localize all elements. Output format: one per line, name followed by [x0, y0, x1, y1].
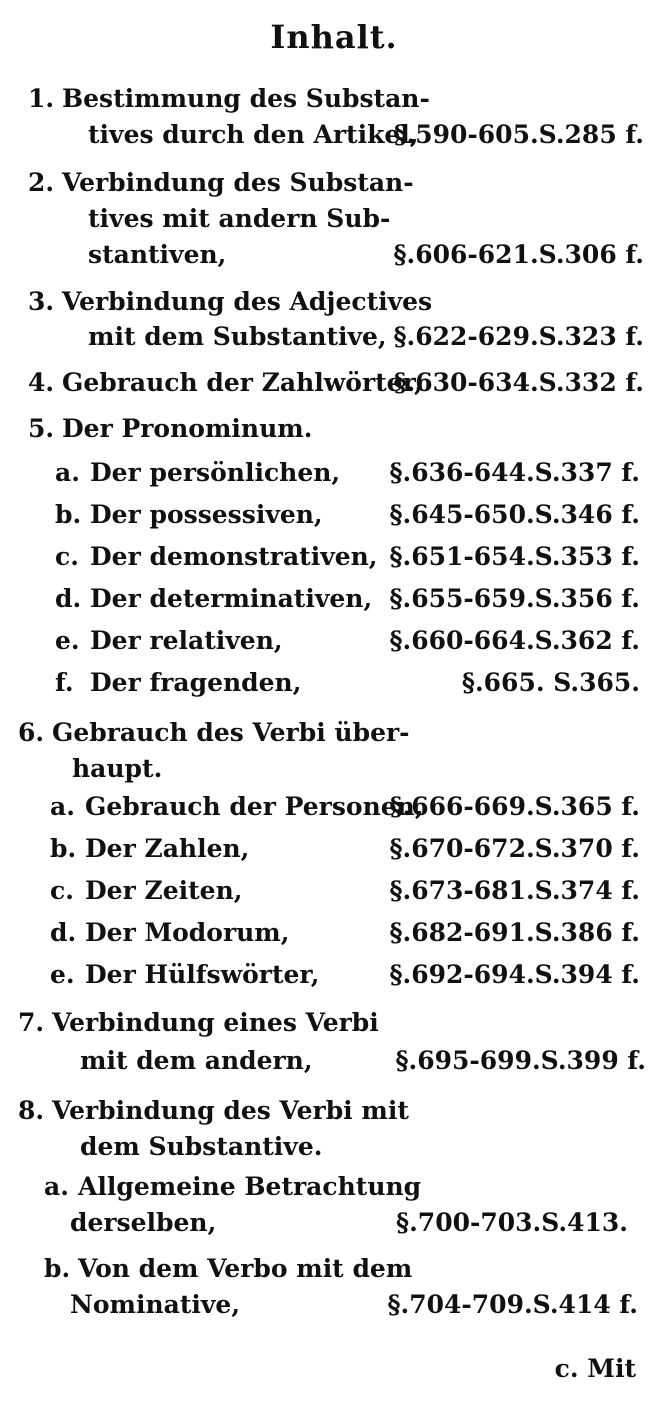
entry-number: c.	[50, 876, 74, 905]
entry-text-line: tives durch den Artikel,	[88, 120, 419, 149]
entry-reference: §.636-644.S.337 f.	[389, 458, 640, 487]
entry-text-line: Der Modorum,	[85, 918, 290, 947]
entry-reference: §.665. S.365.	[461, 668, 640, 697]
entry-reference: §.651-654.S.353 f.	[389, 542, 640, 571]
entry-reference: §.695-699.S.399 f.	[395, 1046, 646, 1075]
entry-text-line: Der Pronominum.	[62, 414, 313, 443]
entry-number: b.	[44, 1254, 71, 1283]
entry-number: 3.	[28, 287, 55, 316]
entry-text-line: mit dem Substantive,	[88, 322, 387, 351]
entry-number: 2.	[28, 168, 55, 197]
entry-number: e.	[55, 626, 80, 655]
entry-number: b.	[50, 834, 77, 863]
entry-number: 5.	[28, 414, 55, 443]
entry-reference: §.704-709.S.414 f.	[387, 1290, 638, 1319]
entry-number: a.	[50, 792, 75, 821]
entry-number: 8.	[18, 1096, 45, 1125]
entry-text-line: Der relativen,	[90, 626, 283, 655]
entry-number: e.	[50, 960, 75, 989]
entry-reference: §.622-629.S.323 f.	[393, 322, 644, 351]
entry-text-line: Verbindung des Adjectives	[62, 287, 433, 316]
entry-reference: §.682-691.S.386 f.	[389, 918, 640, 947]
entry-text-line: Der Zeiten,	[85, 876, 243, 905]
catchword: c. Mit	[554, 1354, 636, 1383]
entry-number: 4.	[28, 368, 55, 397]
entry-text-line: Der fragenden,	[90, 668, 302, 697]
entry-text-line: derselben,	[70, 1208, 217, 1237]
entry-text-line: Verbindung des Verbi mit	[52, 1096, 409, 1125]
entry-number: f.	[55, 668, 74, 697]
entry-text-line: Verbindung des Substan-	[62, 168, 414, 197]
entry-text-line: Bestimmung des Substan-	[62, 84, 430, 113]
entry-reference: §.590-605.S.285 f.	[393, 120, 644, 149]
entry-text-line: stantiven,	[88, 240, 227, 269]
entry-text-line: Allgemeine Betrachtung	[78, 1172, 422, 1201]
entry-text-line: Der possessiven,	[90, 500, 323, 529]
entry-reference: §.655-659.S.356 f.	[389, 584, 640, 613]
entry-text-line: mit dem andern,	[80, 1046, 313, 1075]
entry-number: 6.	[18, 718, 45, 747]
entry-reference: §.670-672.S.370 f.	[389, 834, 640, 863]
entry-number: b.	[55, 500, 82, 529]
entry-text-line: Von dem Verbo mit dem	[78, 1254, 413, 1283]
entry-text-line: Der Hülfswörter,	[85, 960, 320, 989]
entry-text-line: Nominative,	[70, 1290, 241, 1319]
entry-text-line: Verbindung eines Verbi	[52, 1008, 379, 1037]
entry-text-line: Gebrauch des Verbi über-	[52, 718, 410, 747]
entry-reference: §.700-703.S.413.	[396, 1208, 628, 1237]
entry-number: c.	[55, 542, 79, 571]
entry-text-line: Der demonstrativen,	[90, 542, 378, 571]
entry-number: 7.	[18, 1008, 45, 1037]
entry-text-line: Gebrauch der Zahlwörter,	[62, 368, 423, 397]
entry-text-line: haupt.	[72, 754, 163, 783]
entry-number: 1.	[28, 84, 55, 113]
entry-reference: §.630-634.S.332 f.	[393, 368, 644, 397]
entry-text-line: Der persönlichen,	[90, 458, 341, 487]
entry-reference: §.692-694.S.394 f.	[389, 960, 640, 989]
entry-number: d.	[50, 918, 77, 947]
entry-reference: §.666-669.S.365 f.	[389, 792, 640, 821]
entry-number: a.	[55, 458, 80, 487]
entry-text-line: Der determinativen,	[90, 584, 373, 613]
entry-reference: §.645-650.S.346 f.	[389, 500, 640, 529]
entry-text-line: tives mit andern Sub-	[88, 204, 391, 233]
entry-text-line: Gebrauch der Personen,	[85, 792, 424, 821]
entry-reference: §.673-681.S.374 f.	[389, 876, 640, 905]
entry-number: a.	[44, 1172, 69, 1201]
entry-reference: §.606-621.S.306 f.	[393, 240, 644, 269]
entry-reference: §.660-664.S.362 f.	[389, 626, 640, 655]
entry-text-line: dem Substantive.	[80, 1132, 323, 1161]
entry-text-line: Der Zahlen,	[85, 834, 250, 863]
page-title: Inhalt.	[270, 18, 398, 56]
entry-number: d.	[55, 584, 82, 613]
